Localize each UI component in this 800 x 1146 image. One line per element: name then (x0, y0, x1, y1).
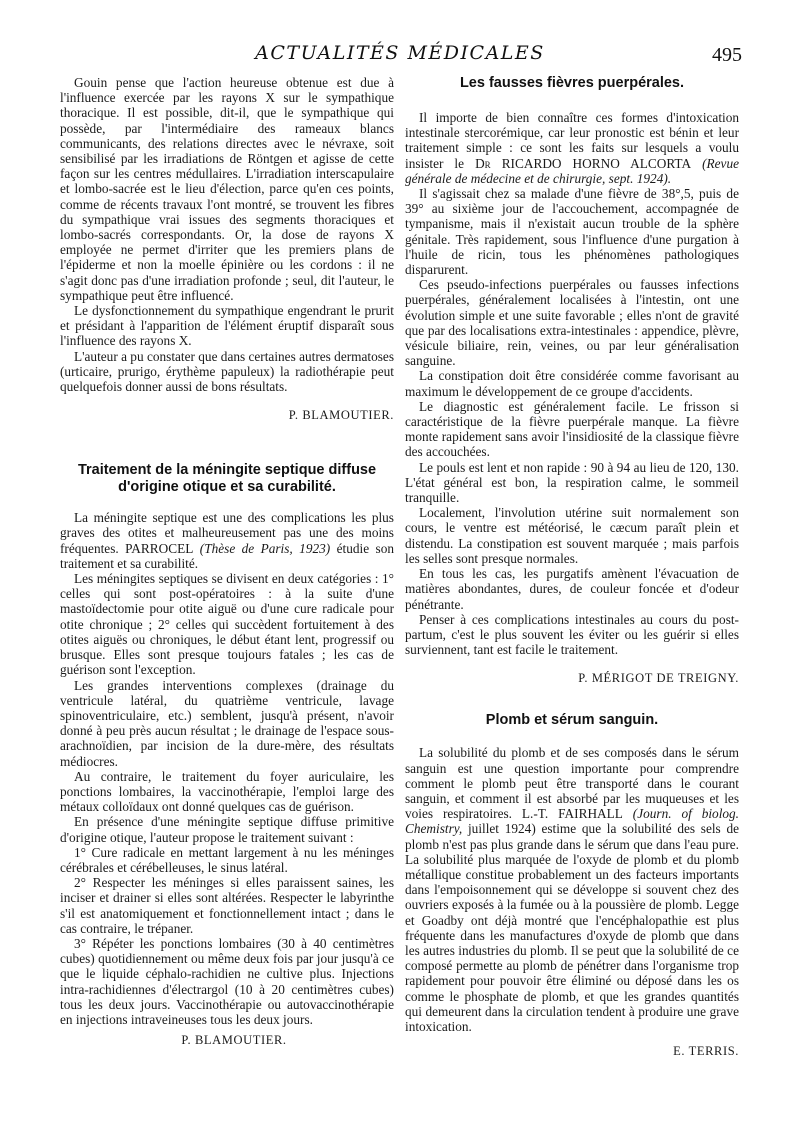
treatment-step: 3° Répéter les ponctions lombaires (30 à 40 centimètres cubes) quotidiennement ou même deux fois par jour jusqu'à ce que le liquide céphalo-rachidien ne cultive plus. Injections intra-rachidiennes d'électrargol (10 à 20 centimètres cubes) tous les deux jours. Vaccinothérapie ou autovaccinothérapie en injections intraveineuses tous les deux jours. (60, 935, 394, 1027)
body-paragraph: Le pouls est lent et non rapide : 90 à 94 au lieu de 120, 130. L'état général est bon, la respiration calme, le sommeil tranquille. (405, 459, 739, 506)
body-paragraph: Le dysfonctionnement du sympathique engendrant le prurit et présidant à l'apparition de l'élément éruptif disparaît sous l'influence des rayons X. (60, 303, 394, 349)
author-signature: P. BLAMOUTIER. (181, 1033, 287, 1048)
body-paragraph: Gouin pense que l'action heureuse obtenue est due à l'influence exercée par les rayons X sur le sympathique thoracique. Il est possible, dit-il, que le sympathique qui possède, par l'intermédiaire des rameaux blancs communicants, des relations directes avec le névraxe, soit sensibilisé par les irradiations de Röntgen et agisse de cette façon sur les centres médullaires. L'irradiation interscapulaire et lombo-sacrée est le lieu d'élection, parce qu'en ces points, comme de récents travaux l'ont montré, se trouvent les fibres du sympathique vrai issues des segments thoraciques et lombo-sacrés correspondants. Or, la dose de rayons X employée ne permet d'irriter que les premiers plans de l'épiderme et non la moelle épinière ou les cordons : il ne s'agit donc pas d'une irradiation profonde ; seul, dit l'auteur, le sympathique peut être influencé. (60, 75, 394, 303)
running-title: ACTUALITÉS MÉDICALES (255, 42, 545, 64)
citation: (Journ. of biolog. Chemistry, (405, 806, 740, 837)
cited-author: PARROCEL (125, 540, 194, 556)
article-lead-paragraph (60, 510, 394, 571)
author-signature: P. BLAMOUTIER. (288, 408, 394, 423)
author-signature: P. MÉRIGOT DE TREIGNY. (578, 671, 739, 686)
citation: (Thèse de Paris, 1923) (199, 540, 331, 556)
body-paragraph: En tous les cas, les purgatifs amènent l'évacuation de matières abondantes, dures, de couleur foncée et d'odeur pénétrante. (405, 566, 739, 612)
body-paragraph: Il s'agissait chez sa malade d'une fièvre de 38°,5, puis de 39° au sixième jour de l'accouchement, accompagnée de tympanisme, mais il n'existait aucun trouble de la sphère génitale. Très rapidement, sous l'influence d'une purgation à l'huile de ricin, tous les phénomènes pathologiques disparurent. (405, 186, 739, 278)
body-paragraph: La constipation doit être considérée comme favorisant au maximum le développement de ce groupe d'accidents. (405, 368, 739, 399)
body-paragraph: Les grandes interventions complexes (drainage du ventricule latéral, du quatrième ventricule, lavage spinoventriculaire, etc.) semblent, jusqu'à présent, n'avoir donné à peu près aucun résultat ; le drainage de l'espace sous-arachnoïdien, par incision de la dure-mère, des résultats médiocres. (60, 677, 394, 769)
page-number: 495 (712, 44, 742, 66)
article-title: Plomb et sérum sanguin. (485, 712, 659, 729)
body-paragraph: Localement, l'involution utérine suit normalement son cours, le ventre est météorisé, le cæcum paraît plein et distendu. La constipation est souvent marquée ; mais parfois les selles sont presque normales. (405, 505, 739, 566)
lead-text-continued: juillet 1924) estime que la solubilité des sels de plomb n'est pas plus grande dans le sérum que dans l'eau pure. La solubilité plus marquée de l'oxyde de plomb et du plomb métallique constitue probablement un des facteurs importants dans l'empoisonnement qui se développe si souvent chez des ouvriers exposés à la fumée ou à la poussière de plomb. Legge et Goadby ont déjà montré que l'encéphalopathie est plus fréquente dans les manufactures d'oxyde de plomb que dans les autres industries du plomb. Il se peut que la solubilité de ce composé permette au plomb de pénétrer dans l'organisme trop rapidement pour pouvoir être éliminé ou déposé dans les os comme le phosphate de plomb, et que les grandes quantités qui demeurent dans la circulation tendent à produire une grave intoxication. (405, 821, 739, 1034)
body-paragraph: En présence d'une méningite septique diffuse primitive d'origine otique, l'auteur propose le traitement suivant : (60, 814, 394, 845)
body-paragraph: Le diagnostic est généralement facile. Le frisson si caractéristique de la fièvre puerpérale manque. La fièvre monte rapidement sans avoir l'insidiosité de la classique fièvre des accouchées. (405, 398, 739, 460)
cited-author: Dr RICARDO HORNO ALCORTA (475, 155, 692, 171)
citation: (Revue générale de médecine et de chirurgie, sept. 1924). (405, 155, 739, 186)
body-paragraph: Penser à ces complications intestinales au cours du post-partum, c'est le plus souvent les éviter ou les guérir si elles surviennent, tant est facile le traitement. (405, 611, 739, 658)
treatment-step: 1° Cure radicale en mettant largement à nu les méninges cérébrales et cérébelleuses, le sinus latéral. (60, 844, 394, 875)
body-paragraph: Les méningites septiques se divisent en deux catégories : 1° celles qui sont post-opératoires : à la suite d'une mastoïdectomie pour otite aiguë ou d'une cure radicale pour otite chronique ; 2° celles qui succèdent fortuitement à des otites aiguës ou chroniques, le début étant lent, progressif ou brusque. Elles sont presque toujours fatales ; les cas de guérison sont l'exception. (60, 571, 394, 678)
lead-text-continued: étudie son traitement et sa curabilité. (60, 540, 394, 571)
right-column (405, 75, 739, 1059)
left-column (60, 75, 394, 1048)
treatment-step: 2° Respecter les méninges si elles paraissent saines, les inciser et drainer si elles sont altérées. Respecter le labyrinthe s'il est anatomiquement et fonctionnellement intact ; dans le cas contraire, le trépaner. (60, 875, 394, 936)
article-title: Traitement de la méningite septique diffuse d'origine otique et sa curabilité. (77, 462, 377, 496)
body-paragraph: Ces pseudo-infections puerpérales ou fausses infections puerpérales, généralement localisées à l'intestin, ont une évolution simple et une suite favorable ; elles n'ont de gravité que par des localisations extra-intestinales : appendice, plèvre, vésicule biliaire, rein, veines, ou par leur généralisation sanguine. (405, 277, 739, 369)
article-lead-paragraph (405, 110, 739, 186)
lead-text: Il importe de bien connaître ces formes d'intoxication intestinale stercorémique, car leur pronostic est bénin et leur traitement simple : ce sont les faits sur lesquels a voulu insister le (405, 110, 739, 171)
lead-text: La méningite septique est une des complications les plus graves des otites et malheureusement pas une des moins fréquentes. (60, 510, 394, 556)
body-paragraph: Au contraire, le traitement du foyer auriculaire, les ponctions lombaires, la vaccinothérapie, l'emploi large des métaux colloïdaux ont donné quelques cas de guérison. (60, 768, 394, 815)
cited-author: L.-T. FAIRHALL (521, 806, 623, 822)
lead-text: La solubilité du plomb et de ses composés dans le sérum sanguin est une question importante pour comprendre comment le plomb peut être transporté dans le courant sanguin, et comment il est absorbé par les muqueuses et les voies respiratoires. (405, 745, 739, 822)
body-paragraph: L'auteur a pu constater que dans certaines autres dermatoses (urticaire, prurigo, érythème papuleux) la radiothérapie peut quelquefois donner aussi de bons résultats. (60, 348, 394, 395)
author-signature: E. TERRIS. (673, 1044, 739, 1059)
article-lead-paragraph (405, 745, 739, 1034)
article-title: Les fausses fièvres puerpérales. (459, 75, 685, 91)
